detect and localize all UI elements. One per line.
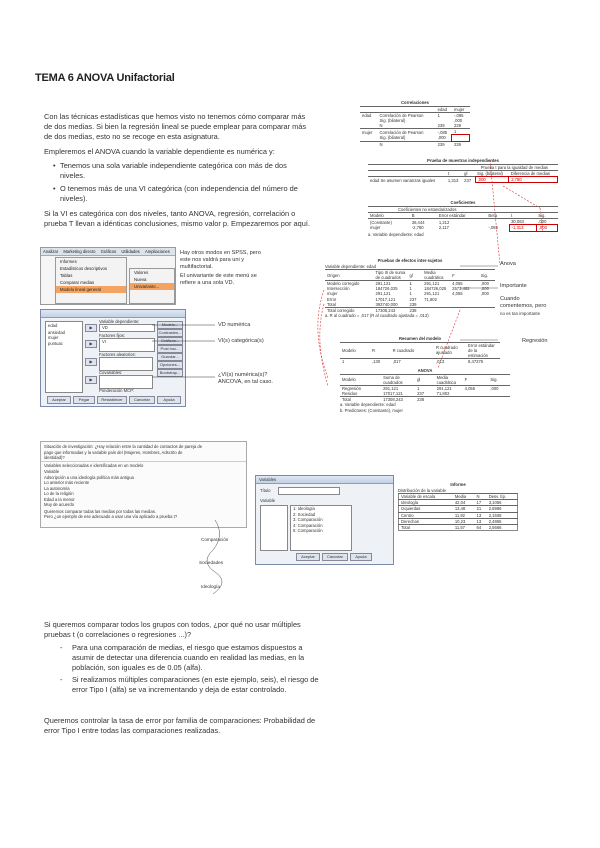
td: 71,802 [436,390,450,396]
td: Total corregido [327,308,355,314]
target-list[interactable] [290,505,352,551]
th: Beta [488,213,498,219]
menu-bar-item[interactable]: Utilidades [121,249,140,254]
td: 2,5666 [488,525,502,531]
td: 239 [453,123,461,129]
td: N [379,141,383,147]
wls-label: Ponderación MCP: [99,388,135,393]
table-header: Prueba t para la igualdad de medias [368,164,558,171]
th: Sig. [538,213,546,219]
dashed-connector [540,208,543,232]
text-line: error Tipo I entre todas las comparaciones realizadas. [44,726,221,735]
td: 1 [453,129,457,135]
cancel-button[interactable]: Cancelar [129,396,155,404]
td: -2,780 [411,225,424,231]
menu-bar-item[interactable] [173,249,175,254]
text-line: Pero ¿un ejemplo de ese adecuado a usar una vía aplicado a prueba t? [44,514,178,519]
research-connector-lines [185,520,245,600]
td: Izquierdas [401,506,421,512]
td: ,017 [392,358,401,364]
list-item[interactable]: 1: Ideología [293,506,315,511]
td: 291,121 [375,291,391,297]
research-rows [41,469,246,508]
move-arrow-button[interactable]: ▶ [85,340,97,348]
td: ,130 [372,358,381,364]
text-line: Cuando [500,296,520,302]
td: 21 [476,506,482,512]
td: 393740,000 [375,301,398,307]
td: Total [342,396,351,402]
text-line: Para una comparación de medias, el riesgo que estamos dispuestos a [72,643,303,652]
cancel-button[interactable]: Cancelar [322,553,348,561]
outro-dash-2 [60,675,362,695]
plots-button[interactable]: Gráficos... [157,337,183,345]
text-line: El univariante de este menú se [180,273,257,279]
td: mujer [327,291,338,297]
menu-item[interactable]: Valores [134,270,149,275]
text-line: Situación de investigación: ¿Hay relación entre la cantidad de contactos de pareja de [44,444,203,449]
td: N [379,123,383,129]
th: gl [409,272,413,278]
bullet-dot: • [53,184,56,193]
text-line: este nos valdrá para uni y [180,257,245,263]
th: R cuadrado ajustado [436,345,458,355]
td: 3,1056 [488,500,502,506]
covariates-label: Covariables: [99,370,123,375]
save-button[interactable]: Guardar... [157,353,183,361]
contrasts-button[interactable]: Contrastes... [158,330,182,335]
text-line: Si realizamos múltiples comparaciones (en este ejemplo, seis), el riesgo de [72,675,319,684]
td: 1 [437,112,440,118]
td: Total [401,525,410,531]
annotation-regression: Regresión [522,338,548,344]
td: (Constante) [370,219,392,225]
random-factors-label: Factores aleatorios: [99,352,136,357]
text-line: refiere a una sola VD. [180,280,235,286]
anova-regression-table [340,374,510,403]
research-row: Lo de la religión [44,491,74,496]
text-line: Tenemos una sola variable independiente categórica con más de dos [60,161,287,170]
text-line: pruebas t (o correlaciones o regresiones ...)? [44,630,192,639]
th: Modelo [370,213,384,219]
td-highlight: 2,780 [509,177,558,183]
model-button[interactable]: Modelo... [157,321,183,329]
th: F [464,377,468,382]
td: 8,47376 [468,358,484,364]
text-line: no es tan importante [500,311,541,316]
td: ,000 [538,219,547,225]
ok-button[interactable]: Aceptar [47,396,71,404]
td: 1 [342,358,345,364]
table-title: Pruebas de efectos inter-sujetos [377,258,443,263]
list-item[interactable]: 5: Comparación [293,528,323,533]
td: ,013 [436,358,445,364]
td: 1,313 [447,177,459,183]
th: Error estándar [438,213,466,219]
move-arrow-button[interactable]: ▶ [85,376,97,384]
annotation-societies: Sociedades [199,560,224,565]
td: 10,23 [454,518,466,524]
anova-regression-block [340,368,510,413]
td: 17308,243 [375,308,396,314]
annotation-vi: VI(s) categórica(s) [218,338,264,344]
annotation-anova: Anova [500,261,516,267]
posthoc-button[interactable]: Post hoc... [157,345,183,353]
td: 184726,025 [424,286,447,292]
menu-item[interactable]: Tablas [60,273,73,278]
td: Derechas [401,518,419,524]
td: 13,48 [454,506,466,512]
td: 2573,462 [452,286,470,292]
td: edad Se asumen varianzas iguales [370,177,436,183]
th: Suma de cuadrados [383,374,403,385]
td: mujer [362,129,373,135]
td: Sig. (bilateral) [379,135,406,141]
menu-note [180,250,261,287]
td: edad [362,112,372,118]
td: 239 [437,123,445,129]
informe-block [398,482,518,531]
td: 1 [409,291,412,297]
td: 4,055 [464,385,476,391]
table-footnote: a. R al cuadrado = ,017 (R al cuadrado ajustada = ,013) [325,313,429,319]
list-item[interactable]: 4: Comparación [293,522,323,528]
outro-conclusion [44,716,364,736]
td: ,000 [480,281,489,287]
research-header: Variables seleccionadas e identificadas en un modelo [41,461,246,470]
reset-button[interactable]: Restablecer [97,396,127,404]
variable-item[interactable]: puntuac [48,340,63,346]
menu-bar-item[interactable]: Gráficos [100,249,117,254]
menu-item[interactable]: Estadísticos descriptivos [60,266,108,271]
bootstrap-button[interactable]: Bootstrap... [157,369,183,377]
th: Desv. típ. [488,494,507,500]
bullet-dot: • [53,161,56,170]
annotation-important: Importante [500,283,527,289]
table-footnote: a. Variable dependiente: edad [340,402,396,408]
dashed-connector [320,304,328,386]
td: Ideología [401,500,419,506]
th: R cuadrado [392,347,415,353]
td: ,000 [480,291,489,297]
td: Correlación de Pearson [379,129,424,135]
td: 291,121 [383,385,399,391]
td: Error [327,296,337,302]
variable-item[interactable]: edad [48,323,58,328]
td: 291,121 [375,281,391,287]
td: Total [327,301,336,307]
th: N [476,494,480,500]
td: 291,121 [424,281,440,287]
text-line: Queremos comparar todas las medias por todas las medias. [44,508,156,514]
list-item[interactable]: 2: Sociedad [293,511,316,517]
fixed-factors-field[interactable]: VI [99,338,155,352]
th: F [452,272,455,278]
menu-bar [41,248,175,256]
td: 13 [476,518,482,524]
outro-question [44,620,364,640]
table-title: Coeficientes [450,200,476,205]
dependent-label: Variable dependiente: [99,319,140,324]
menu-item-selected[interactable]: Modelo lineal general [56,286,126,293]
td: Residuo [342,390,358,396]
td: -,085 [437,129,448,135]
th: mujer [453,106,465,112]
th: edad [437,106,447,112]
list-item[interactable]: 3: Comparación [293,517,323,522]
dependent-field[interactable]: VD [99,324,155,332]
td: 237 [417,390,425,396]
variables-dialog [255,475,394,565]
model-summary-table [340,342,500,364]
text-line: comentemos, pero [500,303,547,309]
model-summary-block [340,336,500,364]
td: 1 [417,385,420,391]
table-title: Prueba de muestras independientes [427,158,499,163]
research-foot [41,508,246,521]
table-subtitle: Distribución de la variable [398,487,446,493]
text-line: Hay otros modos en SPSS, pero [180,250,261,256]
menu-bar-item[interactable]: Ampliaciones [144,249,170,254]
table-title: Correlaciones [401,100,429,105]
th: Error estándar de la estimación [468,342,495,358]
text-line: pago que informadas y la variable país del (Mujeres, Hombres, Adscrito de [44,449,183,455]
th: Origen [327,272,340,278]
text-line: Con las técnicas estadísticas que hemos visto no tenemos cómo comparar más [44,112,306,121]
td: ,000 [480,286,489,292]
menu-bar-item[interactable]: Marketing directo [63,249,96,254]
help-button[interactable]: Ayuda [350,553,372,561]
td: ,000 [490,385,499,391]
variable-item[interactable]: mujer [48,335,59,340]
text-line: O tenemos más de una VI categórica (con independencia del número de [60,184,298,193]
table-footnote: b. Predictores: (Constante), mujer [340,407,403,413]
dashed-connector [503,186,540,208]
table-title: ANOVA [417,368,433,373]
td: 184726,025 [375,286,398,292]
text-line: ¿VI(s) numérica(s)? [218,372,268,378]
td: Sig. (bilateral) [379,117,406,123]
td: 2,117 [438,225,449,231]
td: 1 [409,286,412,292]
td: 64 [476,525,482,531]
th: Media cuadrática [424,270,444,280]
td: Centro [401,512,414,518]
title-field[interactable] [278,487,340,495]
text-line: prueba T llevan a idénticas conclusiones, mismo valor p. Empezaremos por aquí. [44,219,310,228]
td: Correlación de Pearson [379,112,424,118]
variable-item[interactable]: ansiedad [48,329,65,335]
text-line: multifactorial. [180,264,213,270]
spss-menu-screenshot [40,247,176,305]
table-subtitle: Variable dependiente: edad [325,263,376,269]
text-line: niveles). [60,194,88,203]
move-arrow-button[interactable]: ▶ [85,358,97,366]
field-label: Título [260,488,271,493]
td: 1 [409,281,412,287]
td: 11,92 [454,512,466,518]
text-line: de dos medias, esto no se recoge en esta asignatura. [44,132,220,141]
text-line: Queremos controlar la tasa de error por familia de comparaciones: Probabilidad de [44,716,316,725]
dashed-connector [490,160,500,265]
variables-list[interactable] [45,321,83,393]
td: 13 [476,512,482,518]
intro-paragraph-2: Empleremos el ANOVA cuando la variable dependiente es numérica y: [44,147,275,156]
td: 17308,243 [383,396,403,402]
dialog-titlebar [41,310,185,318]
text-line: de dos medias. Si bien la regresión lineal se puede emplear para comparar más [44,122,307,131]
td: 237 [464,177,472,183]
td: 17017,121 [383,390,403,396]
td: ,000 [437,135,446,141]
field-label: Variable [260,498,276,503]
th: R [372,347,376,353]
td: 291,121 [436,385,452,391]
research-row: Adscripción a una ideología política más antigua [44,474,134,480]
annotation-vd: VD numérica [218,322,251,328]
td-highlight: ,000 [536,225,557,231]
td: 36,444 [411,219,425,225]
menu-item[interactable]: Informes [60,259,77,264]
th: Media cuadrática [436,374,456,385]
text-line: niveles. [60,171,86,180]
menu-bar-item[interactable]: Analizar [43,249,59,254]
th: Diferencia de medias [510,171,551,177]
table-header: Coeficientes no estandarizados [368,206,558,213]
table-footnote: a. Variable dependiente: edad [368,231,424,237]
td: Modelo corregido [327,281,360,287]
research-row: Variable [44,469,60,474]
dash-marker: - [60,643,63,652]
td: 291,121 [424,291,440,297]
dialog-arrows [140,320,230,390]
td: 71,802 [424,296,437,302]
td: 238 [417,396,425,402]
research-row: Edad a la menor [44,496,75,502]
help-button[interactable]: Ayuda [157,396,181,404]
td: 17017,121 [375,296,396,302]
dialog-title: Variables [256,476,393,484]
menu-item[interactable]: Comparar medias [60,280,95,285]
informe-table [398,493,518,531]
td: -,085 [453,112,464,118]
td: 30,063 [511,219,524,225]
td: 2,8986 [488,506,502,512]
text-line: ANCOVA, en tal caso. [218,379,273,385]
th: Modelo [342,377,356,382]
page-title: TEMA 6 ANOVA Unifactorial [35,72,175,84]
td: mujer [370,225,381,231]
th: t [511,213,513,219]
th: Sig. [490,377,498,382]
annotation-ideology: Ideología [201,584,220,589]
fixed-factors-label: Factores fijos: [99,333,126,338]
research-row: Muy de acuerdo [44,502,75,507]
td-highlight: -1,313 [509,225,536,231]
td: 239 [409,301,417,307]
text-line: Si queremos comparar todos los grupos con todos, ¿por qué no usar múltiples [44,620,301,629]
table-title: Resumen del modelo [398,336,442,341]
td: 11,57 [454,525,466,531]
annotation-comparison: Comparación [201,537,229,542]
source-list[interactable] [260,505,288,551]
td: -,085 [488,225,498,231]
td: 2,1508 [488,512,502,518]
analyze-menu [55,257,127,304]
ok-button[interactable]: Aceptar [296,553,320,561]
text-line: Si la VI es categórica con dos niveles, tanto ANOVA, regresión, correlación o [44,209,296,218]
td: 1,212 [438,219,450,225]
td: 4,055 [452,281,463,287]
research-question [41,442,246,461]
td: ,000 [453,117,463,123]
research-situation-box [40,441,247,528]
th: Variable de escala [401,494,436,500]
th: gl [417,377,421,382]
th: Media [454,494,467,500]
td: 239 [453,141,461,147]
menu-item[interactable]: Nueva [134,277,147,282]
td: 2,4865 [488,518,502,524]
th: Sig. (bilateral) [477,171,503,177]
outro-dash-1 [60,643,362,673]
text-line: error Tipo I (alfa) se va incrementando y deja de estar controlado. [72,685,287,694]
paste-button[interactable]: Pegar [73,396,95,404]
td: 42,04 [454,500,466,506]
table-title: Informe [450,482,466,487]
th: t [447,171,450,177]
td-highlight: ,000 [475,177,509,183]
th: B [411,213,415,219]
annotation-covariates [218,372,273,386]
menu-item-selected[interactable]: Univariante... [130,283,174,290]
td: 239 [437,141,445,147]
research-row: La autonomía [44,485,70,491]
th: Modelo [342,347,356,353]
th: Tipo III de suma de cuadrados [375,270,406,280]
text-line: población, son iguales es de 0.05 (alfa). [72,663,203,672]
td: Regresión [342,385,362,391]
connector-curve [207,520,222,594]
td: 4,055 [452,291,463,297]
td: 237 [409,296,417,302]
td: Intersección [327,286,350,292]
dash-marker: - [60,675,63,684]
research-row: Lo anterior más reciente [44,480,90,485]
submenu [129,268,175,304]
th: gl [464,171,468,177]
text-line: asumir de detectar una diferencia cuando en realidad las medias, en la [72,653,305,662]
th: Sig. [480,272,488,278]
td: 17 [476,500,482,506]
text-line: identidad)? [44,455,65,460]
td: 238 [409,308,417,314]
move-arrow-button[interactable]: ▶ [85,324,97,332]
options-button[interactable]: Opciones... [157,361,183,369]
